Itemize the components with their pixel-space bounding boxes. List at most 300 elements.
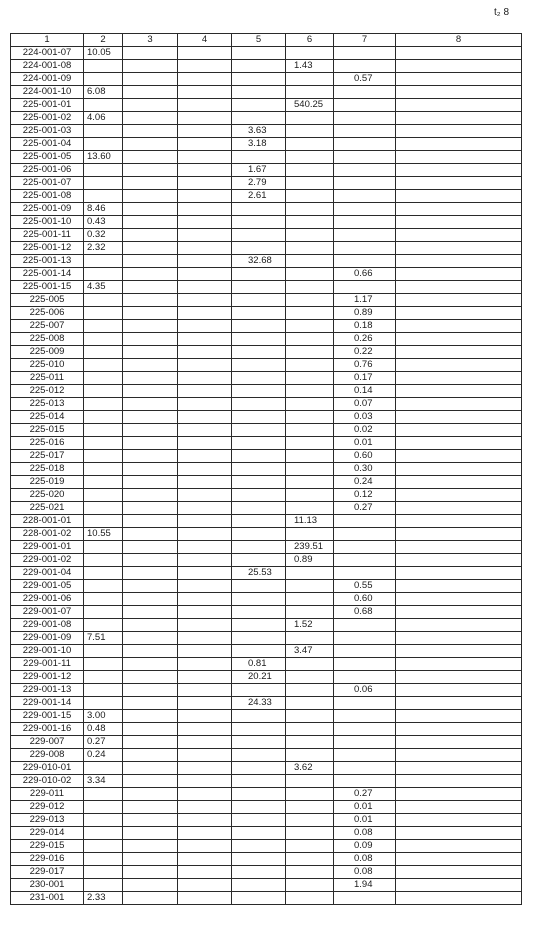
value-cell: 25.53 bbox=[232, 567, 286, 580]
value-cell bbox=[123, 528, 178, 541]
table-row bbox=[11, 619, 522, 632]
value-cell bbox=[286, 697, 334, 710]
value-cell bbox=[286, 255, 334, 268]
value-cell bbox=[232, 424, 286, 437]
value-cell: 0.32 bbox=[84, 229, 123, 242]
table-row bbox=[11, 502, 522, 515]
value-cell bbox=[286, 736, 334, 749]
row-id-cell: 225-001-03 bbox=[11, 125, 84, 138]
value-cell bbox=[396, 320, 522, 333]
table-row bbox=[11, 749, 522, 762]
row-id-cell: 229-012 bbox=[11, 801, 84, 814]
row-id-cell: 229-010-01 bbox=[11, 762, 84, 775]
value-cell bbox=[84, 385, 123, 398]
value-cell bbox=[84, 320, 123, 333]
value-cell bbox=[123, 502, 178, 515]
value-cell: 0.48 bbox=[84, 723, 123, 736]
row-id-cell: 225-001-11 bbox=[11, 229, 84, 242]
value-cell bbox=[396, 476, 522, 489]
value-cell bbox=[178, 424, 232, 437]
row-id-cell: 225-018 bbox=[11, 463, 84, 476]
value-cell bbox=[123, 177, 178, 190]
value-cell bbox=[396, 645, 522, 658]
value-cell bbox=[396, 866, 522, 879]
value-cell bbox=[286, 216, 334, 229]
value-cell bbox=[84, 554, 123, 567]
row-id-cell: 229-007 bbox=[11, 736, 84, 749]
value-cell bbox=[178, 177, 232, 190]
value-cell bbox=[84, 788, 123, 801]
value-cell: 2.61 bbox=[232, 190, 286, 203]
value-cell bbox=[232, 86, 286, 99]
value-cell bbox=[178, 190, 232, 203]
value-cell bbox=[334, 203, 396, 216]
value-cell bbox=[232, 749, 286, 762]
value-cell bbox=[123, 125, 178, 138]
value-cell bbox=[396, 541, 522, 554]
value-cell bbox=[123, 242, 178, 255]
value-cell bbox=[334, 619, 396, 632]
table-row bbox=[11, 476, 522, 489]
value-cell bbox=[232, 502, 286, 515]
table-row bbox=[11, 853, 522, 866]
value-cell bbox=[123, 736, 178, 749]
value-cell: 2.79 bbox=[232, 177, 286, 190]
table-row bbox=[11, 541, 522, 554]
value-cell bbox=[232, 333, 286, 346]
value-cell bbox=[84, 580, 123, 593]
row-id-cell: 225-009 bbox=[11, 346, 84, 359]
value-cell: 13.60 bbox=[84, 151, 123, 164]
value-cell bbox=[286, 242, 334, 255]
value-cell bbox=[84, 463, 123, 476]
table-row bbox=[11, 268, 522, 281]
value-cell bbox=[84, 333, 123, 346]
value-cell bbox=[178, 138, 232, 151]
value-cell bbox=[396, 697, 522, 710]
value-cell bbox=[286, 47, 334, 60]
value-cell bbox=[286, 866, 334, 879]
value-cell bbox=[84, 697, 123, 710]
value-cell bbox=[396, 437, 522, 450]
value-cell bbox=[84, 346, 123, 359]
column-header: 8 bbox=[396, 34, 522, 47]
value-cell bbox=[123, 489, 178, 502]
value-cell bbox=[123, 398, 178, 411]
table-row bbox=[11, 788, 522, 801]
value-cell bbox=[123, 385, 178, 398]
value-cell bbox=[178, 216, 232, 229]
row-id-cell: 225-005 bbox=[11, 294, 84, 307]
value-cell bbox=[232, 515, 286, 528]
value-cell bbox=[178, 60, 232, 73]
value-cell: 0.01 bbox=[334, 814, 396, 827]
value-cell bbox=[123, 203, 178, 216]
row-id-cell: 229-016 bbox=[11, 853, 84, 866]
value-cell bbox=[178, 385, 232, 398]
value-cell bbox=[123, 710, 178, 723]
row-id-cell: 229-001-07 bbox=[11, 606, 84, 619]
value-cell bbox=[123, 814, 178, 827]
value-cell bbox=[396, 762, 522, 775]
row-id-cell: 225-001-09 bbox=[11, 203, 84, 216]
value-cell bbox=[178, 333, 232, 346]
value-cell bbox=[123, 749, 178, 762]
value-cell bbox=[178, 827, 232, 840]
value-cell: 1.52 bbox=[286, 619, 334, 632]
value-cell bbox=[232, 775, 286, 788]
value-cell bbox=[286, 671, 334, 684]
value-cell: 3.00 bbox=[84, 710, 123, 723]
table-row bbox=[11, 866, 522, 879]
value-cell bbox=[123, 190, 178, 203]
value-cell: 0.14 bbox=[334, 385, 396, 398]
value-cell bbox=[178, 476, 232, 489]
value-cell bbox=[123, 294, 178, 307]
value-cell bbox=[123, 229, 178, 242]
value-cell bbox=[396, 86, 522, 99]
value-cell bbox=[178, 398, 232, 411]
value-cell bbox=[396, 125, 522, 138]
row-id-cell: 225-015 bbox=[11, 424, 84, 437]
value-cell: 0.18 bbox=[334, 320, 396, 333]
value-cell bbox=[123, 853, 178, 866]
table-row bbox=[11, 190, 522, 203]
value-cell bbox=[396, 632, 522, 645]
table-row bbox=[11, 437, 522, 450]
value-cell bbox=[334, 281, 396, 294]
value-cell bbox=[286, 86, 334, 99]
value-cell bbox=[178, 73, 232, 86]
row-id-cell: 224-001-07 bbox=[11, 47, 84, 60]
value-cell: 0.09 bbox=[334, 840, 396, 853]
value-cell bbox=[334, 177, 396, 190]
table-row bbox=[11, 515, 522, 528]
value-cell: 0.22 bbox=[334, 346, 396, 359]
value-cell bbox=[396, 879, 522, 892]
value-cell bbox=[396, 619, 522, 632]
table-row bbox=[11, 658, 522, 671]
value-cell bbox=[178, 658, 232, 671]
value-cell bbox=[232, 307, 286, 320]
table-row bbox=[11, 697, 522, 710]
table-row bbox=[11, 73, 522, 86]
row-id-cell: 229-001-13 bbox=[11, 684, 84, 697]
value-cell: 8.46 bbox=[84, 203, 123, 216]
value-cell bbox=[286, 489, 334, 502]
value-cell bbox=[123, 593, 178, 606]
value-cell bbox=[232, 801, 286, 814]
row-id-cell: 225-011 bbox=[11, 372, 84, 385]
value-cell bbox=[84, 814, 123, 827]
table-row bbox=[11, 723, 522, 736]
value-cell bbox=[178, 125, 232, 138]
value-cell bbox=[84, 99, 123, 112]
value-cell bbox=[178, 268, 232, 281]
row-id-cell: 229-017 bbox=[11, 866, 84, 879]
value-cell bbox=[232, 619, 286, 632]
value-cell bbox=[396, 502, 522, 515]
value-cell bbox=[84, 255, 123, 268]
value-cell bbox=[396, 112, 522, 125]
value-cell: 3.62 bbox=[286, 762, 334, 775]
row-id-cell: 225-007 bbox=[11, 320, 84, 333]
value-cell bbox=[178, 346, 232, 359]
value-cell bbox=[84, 593, 123, 606]
value-cell bbox=[178, 112, 232, 125]
value-cell bbox=[123, 164, 178, 177]
row-id-cell: 225-010 bbox=[11, 359, 84, 372]
value-cell bbox=[178, 697, 232, 710]
value-cell bbox=[334, 632, 396, 645]
value-cell bbox=[178, 86, 232, 99]
value-cell bbox=[396, 398, 522, 411]
value-cell: 0.08 bbox=[334, 853, 396, 866]
value-cell bbox=[396, 567, 522, 580]
value-cell bbox=[396, 749, 522, 762]
table-row bbox=[11, 684, 522, 697]
value-cell bbox=[396, 73, 522, 86]
value-cell bbox=[286, 320, 334, 333]
value-cell bbox=[334, 541, 396, 554]
row-id-cell: 229-001-08 bbox=[11, 619, 84, 632]
row-id-cell: 225-001-12 bbox=[11, 242, 84, 255]
value-cell bbox=[123, 73, 178, 86]
value-cell bbox=[396, 684, 522, 697]
value-cell bbox=[396, 775, 522, 788]
table-row bbox=[11, 320, 522, 333]
column-header: 5 bbox=[232, 34, 286, 47]
value-cell bbox=[178, 593, 232, 606]
table-row bbox=[11, 411, 522, 424]
table-row bbox=[11, 242, 522, 255]
value-cell bbox=[123, 359, 178, 372]
value-cell bbox=[286, 580, 334, 593]
value-cell bbox=[232, 411, 286, 424]
value-cell bbox=[123, 762, 178, 775]
row-id-cell: 225-001-14 bbox=[11, 268, 84, 281]
row-id-cell: 225-001-10 bbox=[11, 216, 84, 229]
value-cell bbox=[84, 879, 123, 892]
table-row bbox=[11, 229, 522, 242]
value-cell: 3.63 bbox=[232, 125, 286, 138]
value-cell bbox=[123, 463, 178, 476]
value-cell: 1.43 bbox=[286, 60, 334, 73]
table-row bbox=[11, 372, 522, 385]
row-id-cell: 229-001-10 bbox=[11, 645, 84, 658]
value-cell bbox=[286, 788, 334, 801]
row-id-cell: 229-011 bbox=[11, 788, 84, 801]
value-cell: 0.60 bbox=[334, 450, 396, 463]
value-cell bbox=[286, 801, 334, 814]
value-cell bbox=[286, 281, 334, 294]
row-id-cell: 229-001-11 bbox=[11, 658, 84, 671]
value-cell: 0.27 bbox=[84, 736, 123, 749]
value-cell bbox=[396, 190, 522, 203]
row-id-cell: 228-001-01 bbox=[11, 515, 84, 528]
column-header: 7 bbox=[334, 34, 396, 47]
value-cell bbox=[84, 190, 123, 203]
row-id-cell: 224-001-10 bbox=[11, 86, 84, 99]
table-row bbox=[11, 489, 522, 502]
value-cell bbox=[286, 892, 334, 905]
value-cell bbox=[396, 333, 522, 346]
row-id-cell: 225-008 bbox=[11, 333, 84, 346]
value-cell: 0.60 bbox=[334, 593, 396, 606]
table-row bbox=[11, 86, 522, 99]
row-id-cell: 230-001 bbox=[11, 879, 84, 892]
value-cell bbox=[84, 476, 123, 489]
value-cell bbox=[286, 723, 334, 736]
value-cell bbox=[84, 515, 123, 528]
value-cell bbox=[232, 606, 286, 619]
value-cell bbox=[286, 138, 334, 151]
row-id-cell: 225-021 bbox=[11, 502, 84, 515]
value-cell bbox=[396, 294, 522, 307]
value-cell: 32.68 bbox=[232, 255, 286, 268]
value-cell bbox=[334, 723, 396, 736]
value-cell bbox=[334, 892, 396, 905]
value-cell bbox=[286, 112, 334, 125]
value-cell: 0.24 bbox=[334, 476, 396, 489]
table-row bbox=[11, 645, 522, 658]
table-row bbox=[11, 125, 522, 138]
value-cell bbox=[84, 684, 123, 697]
value-cell bbox=[178, 736, 232, 749]
row-id-cell: 229-001-05 bbox=[11, 580, 84, 593]
table-row bbox=[11, 359, 522, 372]
value-cell: 0.08 bbox=[334, 827, 396, 840]
value-cell bbox=[334, 112, 396, 125]
table-row bbox=[11, 164, 522, 177]
table-row bbox=[11, 151, 522, 164]
table-row bbox=[11, 60, 522, 73]
row-id-cell: 225-001-07 bbox=[11, 177, 84, 190]
value-cell bbox=[232, 892, 286, 905]
value-cell bbox=[334, 60, 396, 73]
value-cell bbox=[286, 125, 334, 138]
value-cell: 20.21 bbox=[232, 671, 286, 684]
value-cell bbox=[178, 411, 232, 424]
value-cell bbox=[334, 229, 396, 242]
value-cell bbox=[123, 801, 178, 814]
value-cell bbox=[286, 684, 334, 697]
row-id-cell: 225-001-15 bbox=[11, 281, 84, 294]
value-cell bbox=[123, 60, 178, 73]
value-cell bbox=[232, 879, 286, 892]
value-cell bbox=[84, 164, 123, 177]
value-cell bbox=[178, 710, 232, 723]
value-cell bbox=[232, 450, 286, 463]
value-cell bbox=[232, 73, 286, 86]
value-cell bbox=[396, 411, 522, 424]
value-cell bbox=[396, 515, 522, 528]
value-cell bbox=[123, 866, 178, 879]
value-cell bbox=[178, 281, 232, 294]
row-id-cell: 225-014 bbox=[11, 411, 84, 424]
table-row bbox=[11, 736, 522, 749]
value-cell bbox=[232, 294, 286, 307]
value-cell bbox=[396, 99, 522, 112]
value-cell bbox=[123, 47, 178, 60]
value-cell bbox=[178, 788, 232, 801]
value-cell bbox=[396, 827, 522, 840]
table-row bbox=[11, 879, 522, 892]
value-cell bbox=[232, 684, 286, 697]
value-cell bbox=[286, 177, 334, 190]
value-cell bbox=[84, 645, 123, 658]
value-cell bbox=[178, 814, 232, 827]
value-cell bbox=[123, 788, 178, 801]
value-cell bbox=[178, 307, 232, 320]
value-cell: 2.32 bbox=[84, 242, 123, 255]
value-cell bbox=[286, 346, 334, 359]
value-cell: 0.01 bbox=[334, 801, 396, 814]
value-cell bbox=[232, 268, 286, 281]
value-cell bbox=[84, 489, 123, 502]
value-cell: 1.94 bbox=[334, 879, 396, 892]
value-cell bbox=[286, 437, 334, 450]
value-cell bbox=[334, 99, 396, 112]
value-cell: 11.13 bbox=[286, 515, 334, 528]
value-cell bbox=[286, 476, 334, 489]
value-cell bbox=[178, 645, 232, 658]
value-cell bbox=[232, 437, 286, 450]
value-cell bbox=[286, 879, 334, 892]
value-cell bbox=[334, 554, 396, 567]
value-cell bbox=[84, 307, 123, 320]
value-cell bbox=[232, 723, 286, 736]
value-cell: 239.51 bbox=[286, 541, 334, 554]
value-cell bbox=[123, 255, 178, 268]
value-cell bbox=[286, 307, 334, 320]
value-cell bbox=[123, 346, 178, 359]
value-cell bbox=[286, 840, 334, 853]
value-cell bbox=[178, 866, 232, 879]
value-cell bbox=[396, 489, 522, 502]
value-cell bbox=[396, 216, 522, 229]
value-cell bbox=[84, 827, 123, 840]
value-cell bbox=[232, 853, 286, 866]
value-cell bbox=[178, 801, 232, 814]
table-row bbox=[11, 307, 522, 320]
row-id-cell: 224-001-08 bbox=[11, 60, 84, 73]
value-cell bbox=[396, 658, 522, 671]
value-cell bbox=[123, 151, 178, 164]
value-cell bbox=[286, 424, 334, 437]
value-cell bbox=[396, 424, 522, 437]
value-cell bbox=[84, 359, 123, 372]
value-cell bbox=[84, 60, 123, 73]
value-cell bbox=[286, 710, 334, 723]
table-row bbox=[11, 463, 522, 476]
value-cell bbox=[123, 619, 178, 632]
value-cell bbox=[178, 489, 232, 502]
table-row bbox=[11, 606, 522, 619]
table-row bbox=[11, 281, 522, 294]
value-cell: 6.08 bbox=[84, 86, 123, 99]
value-cell bbox=[123, 281, 178, 294]
table-row bbox=[11, 801, 522, 814]
value-cell: 0.27 bbox=[334, 788, 396, 801]
value-cell bbox=[396, 814, 522, 827]
value-cell bbox=[334, 762, 396, 775]
value-cell bbox=[178, 671, 232, 684]
value-cell bbox=[396, 47, 522, 60]
value-cell: 24.33 bbox=[232, 697, 286, 710]
row-id-cell: 229-001-02 bbox=[11, 554, 84, 567]
table-row bbox=[11, 762, 522, 775]
